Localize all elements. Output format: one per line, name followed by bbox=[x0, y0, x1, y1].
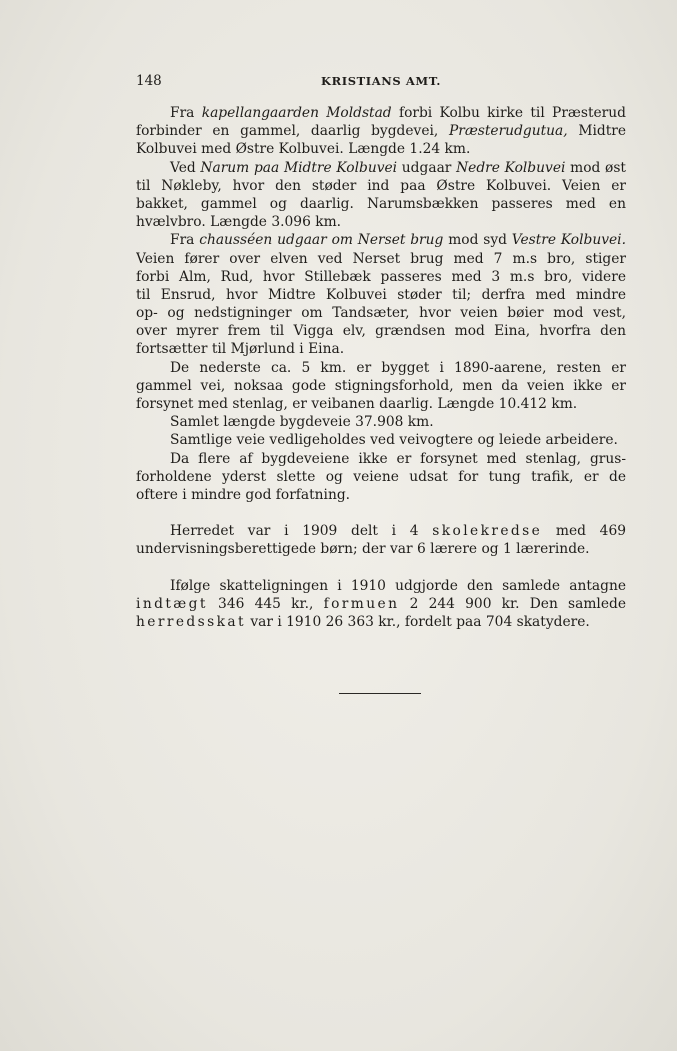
text-line bbox=[136, 613, 626, 631]
text-run: mod syd bbox=[443, 232, 512, 249]
spaced-term: herredsskat bbox=[136, 613, 246, 630]
paragraph-gap bbox=[136, 504, 626, 522]
text-line bbox=[136, 468, 626, 486]
paragraph bbox=[136, 359, 626, 414]
text-line bbox=[136, 122, 626, 140]
text-run: fortsætter til Mjørlund i Eina. bbox=[136, 341, 345, 358]
text-run: bakket, gammel og daarlig. Narumsbækken passeres med en bbox=[136, 195, 626, 212]
text-run: 2 244 900 kr. Den samlede bbox=[399, 595, 626, 612]
paragraph bbox=[136, 159, 626, 232]
text-line bbox=[136, 250, 626, 268]
paragraph-gap bbox=[136, 559, 626, 577]
text-line bbox=[136, 577, 626, 595]
text-run: Da flere af bygdeveiene ikke er forsynet med stenlag, grus- bbox=[170, 450, 626, 467]
italic-place-name: Nedre Kolbuvei bbox=[456, 159, 566, 176]
text-run: Samlet længde bygdeveie 37.908 km. bbox=[170, 414, 434, 431]
italic-place-name: Præsterudgutua, bbox=[448, 123, 568, 140]
text-run: 346 445 kr., bbox=[207, 595, 324, 612]
text-line bbox=[136, 450, 626, 468]
italic-place-name: kapellangaarden Moldstad bbox=[201, 105, 392, 121]
text-run: til Ensrud, hvor Midtre Kolbuvei støder til; derfra med mindre bbox=[136, 286, 626, 303]
paragraph bbox=[136, 413, 626, 431]
text-run: Samtlige veie vedligeholdes ved veivogtere og leiede arbeidere. bbox=[170, 432, 618, 449]
text-line bbox=[136, 595, 626, 613]
body-text bbox=[136, 104, 626, 631]
page-header bbox=[136, 73, 626, 91]
text-line bbox=[136, 213, 626, 231]
text-run: op- og nedstigninger om Tandsæter, hvor veien bøier mod vest, bbox=[136, 305, 626, 322]
text-line bbox=[136, 159, 626, 177]
text-run: undervisningsberettigede børn; der var 6 lærere og 1 lærerinde. bbox=[136, 541, 590, 558]
paragraph bbox=[136, 431, 626, 449]
text-run: over myrer frem til Vigga elv, grændsen mod Eina, hvorfra den bbox=[136, 323, 626, 340]
text-line bbox=[136, 104, 626, 122]
text-run: til Nøkleby, hvor den støder ind paa Østre Kolbuvei. Veien er bbox=[136, 177, 626, 194]
text-run: Ved bbox=[170, 159, 201, 176]
italic-place-name: Narum paa Midtre Kolbuvei bbox=[200, 159, 398, 176]
text-line bbox=[136, 340, 626, 358]
paragraph bbox=[136, 104, 626, 159]
text-run: med 469 bbox=[542, 523, 626, 540]
spaced-term: skolekredse bbox=[432, 523, 543, 540]
text-run: Herredet var i 1909 delt i 4 bbox=[170, 523, 433, 540]
text-run: Veien fører over elven ved Nerset brug med 7 m.s bro, stiger bbox=[136, 250, 626, 267]
text-line bbox=[136, 304, 626, 322]
text-run: De nederste ca. 5 km. er bygget i 1890-aarene, resten er bbox=[170, 359, 626, 376]
spaced-term: formuen bbox=[323, 595, 400, 612]
text-run: Ifølge skatteligningen i 1910 udgjorde den samlede antagne bbox=[170, 577, 626, 594]
text-line bbox=[136, 522, 626, 540]
text-line bbox=[136, 140, 626, 158]
running-title: KRISTIANS AMT. bbox=[320, 74, 442, 88]
text-line bbox=[136, 195, 626, 213]
text-line bbox=[136, 359, 626, 377]
text-run: forholdene yderst slette og veiene udsat for tung trafik, er de bbox=[136, 468, 626, 485]
text-run: forsynet med stenlag, er veibanen daarlig. Længde 10.412 km. bbox=[136, 396, 578, 412]
text-line bbox=[136, 177, 626, 195]
text-run: Midtre bbox=[567, 123, 626, 140]
text-line bbox=[136, 431, 626, 449]
text-run: oftere i mindre god forfatning. bbox=[136, 486, 351, 503]
text-line bbox=[136, 286, 626, 304]
text-run: forbinder en gammel, daarlig bygdevei, bbox=[136, 123, 449, 140]
text-run: gammel vei, noksaa gode stigningsforhold, men da veien ikke er bbox=[136, 377, 626, 394]
italic-place-name: Vestre Kolbuvei. bbox=[511, 232, 626, 249]
paragraph bbox=[136, 522, 626, 558]
section-rule bbox=[339, 693, 421, 694]
text-run: mod øst bbox=[565, 159, 626, 176]
text-line bbox=[136, 413, 626, 431]
italic-place-name: chausséen udgaar om Nerset brug bbox=[199, 232, 444, 249]
text-run: udgaar bbox=[397, 159, 457, 176]
page-number: 148 bbox=[136, 73, 162, 89]
paragraph bbox=[136, 450, 626, 505]
text-run: Fra bbox=[170, 232, 200, 249]
text-run: Fra bbox=[170, 105, 202, 121]
text-run: forbi Alm, Rud, hvor Stillebæk passeres med 3 m.s bro, videre bbox=[136, 268, 626, 285]
text-run: var i 1910 26 363 kr., fordelt paa 704 skatydere. bbox=[245, 613, 590, 630]
text-line bbox=[136, 231, 626, 249]
paragraph bbox=[136, 231, 626, 358]
text-line bbox=[136, 322, 626, 340]
text-line bbox=[136, 377, 626, 395]
text-run: hvælvbro. Længde 3.096 km. bbox=[136, 214, 342, 231]
text-line bbox=[136, 268, 626, 286]
text-line bbox=[136, 486, 626, 504]
text-run: forbi Kolbu kirke til Præsterud bbox=[391, 105, 626, 121]
spaced-term: indtægt bbox=[136, 595, 208, 612]
text-line bbox=[136, 540, 626, 558]
paragraph bbox=[136, 577, 626, 632]
text-run: Kolbuvei med Østre Kolbuvei. Længde 1.24 km. bbox=[136, 141, 471, 158]
text-line bbox=[136, 395, 626, 413]
